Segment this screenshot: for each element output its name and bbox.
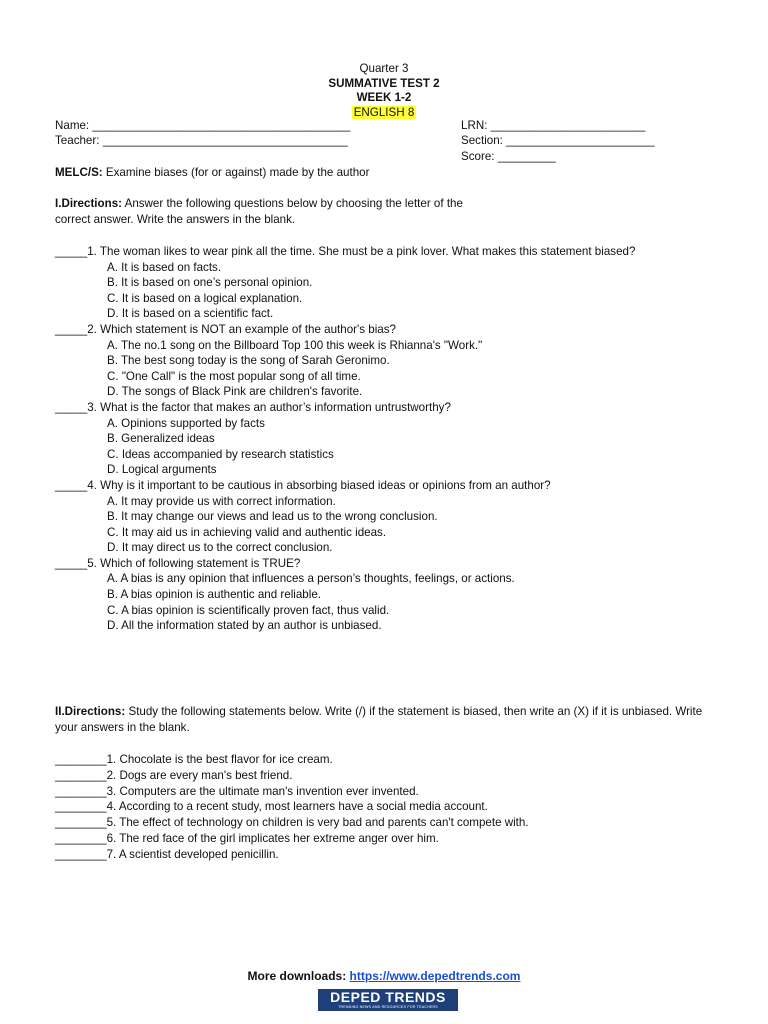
test-title: SUMMATIVE TEST 2 bbox=[328, 76, 440, 90]
statement-7: ________7. A scientist developed penicillin. bbox=[55, 847, 279, 861]
option-1c: C. It is based on a logical explanation. bbox=[107, 291, 303, 305]
option-2d: D. The songs of Black Pink are children's favorite. bbox=[107, 385, 363, 399]
footer-downloads bbox=[0, 969, 768, 983]
option-4a: A. It may provide us with correct information. bbox=[107, 494, 336, 508]
option-1a: A. It is based on facts. bbox=[107, 260, 222, 274]
part1-line1: Answer the following questions below by choosing the letter of the bbox=[122, 197, 463, 210]
part1-line2: correct answer. Write the answers in the blank. bbox=[55, 212, 296, 226]
name-field[interactable]: Name: ________________________________________ bbox=[55, 119, 351, 132]
option-4d: D. It may direct us to the correct conclusion. bbox=[107, 541, 333, 555]
question-2-stem: _____2. Which statement is NOT an example of the author's bias? bbox=[55, 322, 396, 336]
teacher-field[interactable]: Teacher: ______________________________________ bbox=[55, 134, 348, 147]
option-4b: B. It may change our views and lead us to the wrong conclusion. bbox=[107, 510, 438, 524]
statement-1: ________1. Chocolate is the best flavor for ice cream. bbox=[55, 753, 333, 766]
logo-text: DEPED TRENDS bbox=[330, 989, 446, 1005]
option-2c: C. "One Call" is the most popular song of all time. bbox=[107, 369, 361, 383]
deped-trends-logo[interactable] bbox=[318, 989, 458, 1011]
section-field[interactable]: Section: _______________________ bbox=[461, 134, 655, 147]
score-field[interactable]: Score: _________ bbox=[461, 150, 556, 163]
option-5c: C. A bias opinion is scientifically proven fact, thus valid. bbox=[107, 603, 390, 617]
logo-tagline: TRENDING NEWS AND RESOURCES FOR TEACHERS bbox=[338, 1005, 438, 1009]
option-5d: D. All the information stated by an author is unbiased. bbox=[107, 619, 382, 633]
option-3c: C. Ideas accompanied by research statistics bbox=[107, 447, 334, 461]
footer-label: More downloads: bbox=[247, 969, 350, 983]
quarter-label: Quarter 3 bbox=[359, 62, 409, 75]
option-5a: A. A bias is any opinion that influences a person’s thoughts, feelings, or actions. bbox=[107, 572, 515, 586]
part2-directions bbox=[55, 704, 715, 735]
question-list bbox=[55, 244, 715, 634]
statement-list bbox=[55, 752, 715, 863]
option-3a: A. Opinions supported by facts bbox=[107, 416, 265, 430]
part2-label: II.Directions: bbox=[55, 705, 126, 718]
option-1b: B. It is based on one’s personal opinion. bbox=[107, 276, 313, 290]
statement-4: ________4. According to a recent study, most learners have a social media account. bbox=[55, 800, 488, 814]
part2-text: Study the following statements below. Write (/) if the statement is biased, then write an (X) if it is unbiased. Write your answers in the blank. bbox=[55, 705, 703, 734]
week-label: WEEK 1-2 bbox=[356, 91, 412, 104]
statement-3: ________3. Computers are the ultimate man's invention ever invented. bbox=[55, 784, 419, 798]
statement-2: ________2. Dogs are every man's best friend. bbox=[55, 768, 293, 782]
option-2a: A. The no.1 song on the Billboard Top 100 this week is Rhianna's "Work." bbox=[107, 338, 483, 352]
question-5-stem: _____5. Which of following statement is TRUE? bbox=[55, 556, 301, 570]
statement-5: ________5. The effect of technology on children is very bad and parents can't compete with. bbox=[55, 816, 529, 830]
option-3d: D. Logical arguments bbox=[107, 463, 217, 477]
footer-link[interactable]: https://www.depedtrends.com bbox=[349, 969, 521, 983]
test-header bbox=[0, 62, 768, 120]
melc-line bbox=[55, 166, 369, 180]
melc-text: Examine biases (for or against) made by the author bbox=[102, 166, 370, 179]
question-1-stem: _____1. The woman likes to wear pink all the time. She must be a pink lover. What makes this statement biased? bbox=[55, 245, 636, 258]
part1-directions bbox=[55, 196, 715, 227]
subject-label: ENGLISH 8 bbox=[353, 105, 415, 119]
option-3b: B. Generalized ideas bbox=[107, 432, 215, 446]
melc-label: MELC/S: bbox=[55, 166, 103, 179]
statement-6: ________6. The red face of the girl implicates her extreme anger over him. bbox=[55, 831, 439, 845]
part1-label: I.Directions: bbox=[55, 197, 122, 210]
option-4c: C. It may aid us in achieving valid and authentic ideas. bbox=[107, 525, 387, 539]
option-5b: B. A bias opinion is authentic and reliable. bbox=[107, 588, 321, 602]
lrn-field[interactable]: LRN: ________________________ bbox=[461, 119, 646, 132]
option-2b: B. The best song today is the song of Sarah Geronimo. bbox=[107, 354, 390, 368]
question-3-stem: _____3. What is the factor that makes an author’s information untrustworthy? bbox=[55, 400, 451, 414]
question-4-stem: _____4. Why is it important to be cautious in absorbing biased ideas or opinions from an author? bbox=[55, 478, 551, 492]
option-1d: D. It is based on a scientific fact. bbox=[107, 307, 274, 321]
